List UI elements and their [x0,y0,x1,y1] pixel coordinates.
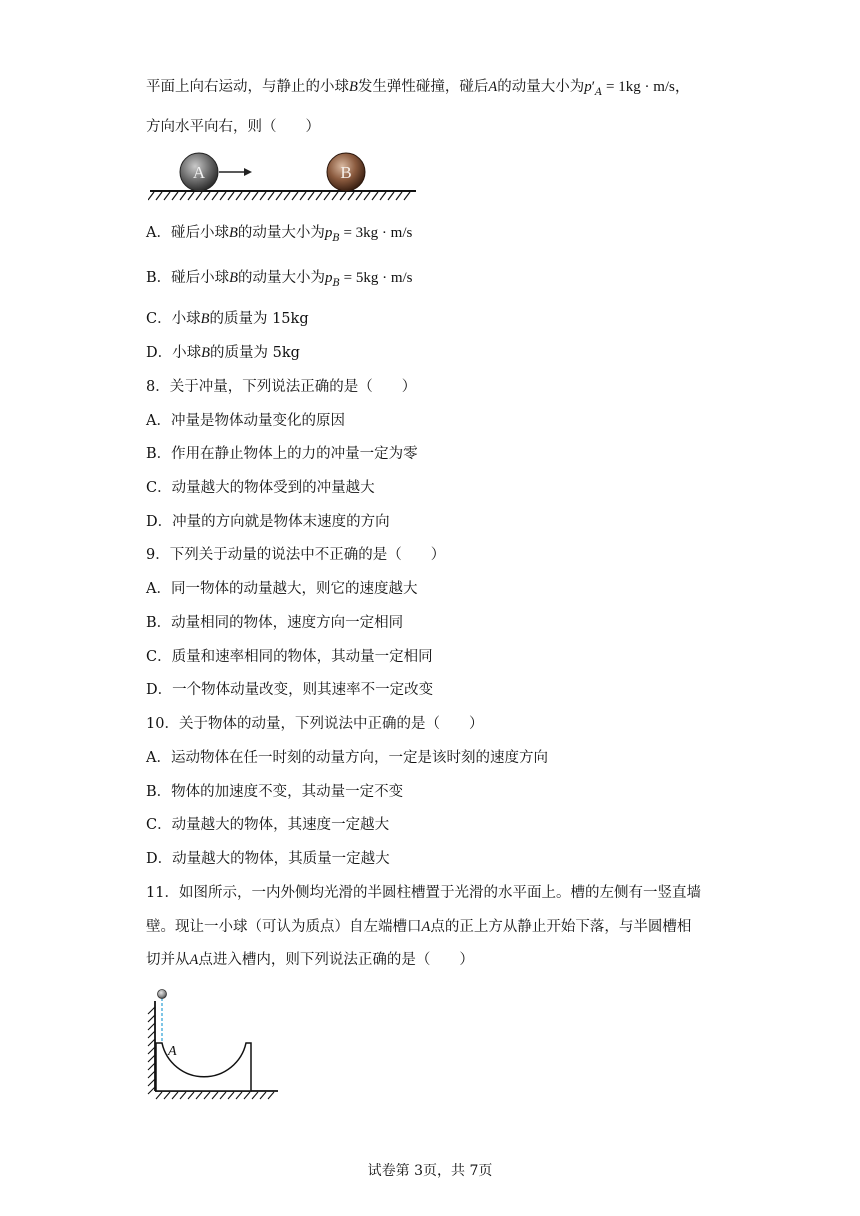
q11-stem-line1: 11．如图所示，一内外侧均光滑的半圆柱槽置于光滑的水平面上。槽的左侧有一竖直墙 [146,885,701,901]
q9-option-a: A．同一物体的动量越大，则它的速度越大 [146,581,418,597]
ball-a-label: A [192,163,206,182]
q7-option-d: D．小球B的质量为 5kg [146,345,300,361]
q10-option-c: C．动量越大的物体，其速度一定越大 [146,817,390,833]
q8-stem: 8．关于冲量，下列说法正确的是（ ） [146,379,417,395]
q9-option-c: C．质量和速率相同的物体，其动量一定相同 [146,649,433,665]
q8-option-c: C．动量越大的物体受到的冲量越大 [146,480,375,496]
q10-option-d: D．动量越大的物体，其质量一定越大 [146,851,390,867]
q9-stem: 9．下列关于动量的说法中不正确的是（ ） [146,547,446,563]
velocity-arrow-head [244,168,252,176]
q7-stem-line2: 方向水平向右，则（ ） [146,119,320,135]
q9-option-b: B．动量相同的物体，速度方向一定相同 [146,615,404,631]
q7-option-c: C．小球B的质量为 15kg [146,311,309,327]
q7-stem-line1: 平面上向右运动，与静止的小球B发生弹性碰撞，碰后A的动量大小为$p'_A = 1kg \cdot m/s$， [146,79,690,98]
q8-option-a: A．冲量是物体动量变化的原因 [146,413,345,429]
ball-b-label: B [340,163,352,182]
q8-option-b: B．作用在静止物体上的力的冲量一定为零 [146,446,418,462]
point-a-label: A [168,1044,177,1059]
q10-stem: 10．关于物体的动量，下列说法中正确的是（ ） [146,716,484,732]
page-footer: 试卷第 3页，共 7页 [367,1163,493,1179]
q9-option-d: D．一个物体动量改变，则其速率不一定改变 [146,682,434,698]
q11-stem-line2: 壁。现让一小球（可认为质点）自左端槽口A点的正上方从静止开始下落，与半圆槽相 [146,919,692,935]
collision-figure [148,150,423,205]
groove-figure [146,985,286,1105]
small-ball [158,990,167,999]
q7-option-b: B．碰后小球B的动量大小为$p_B = 5kg \cdot m/s$ [146,270,413,289]
q10-option-a: A．运动物体在任一时刻的动量方向，一定是该时刻的速度方向 [146,750,548,766]
q7-option-a: A．碰后小球B的动量大小为$p_B = 3kg \cdot m/s$ [146,225,413,244]
q10-option-b: B．物体的加速度不变，其动量一定不变 [146,784,404,800]
q11-stem-line3: 切并从A点进入槽内，则下列说法正确的是（ ） [146,952,474,968]
q8-option-d: D．冲量的方向就是物体末速度的方向 [146,514,390,530]
